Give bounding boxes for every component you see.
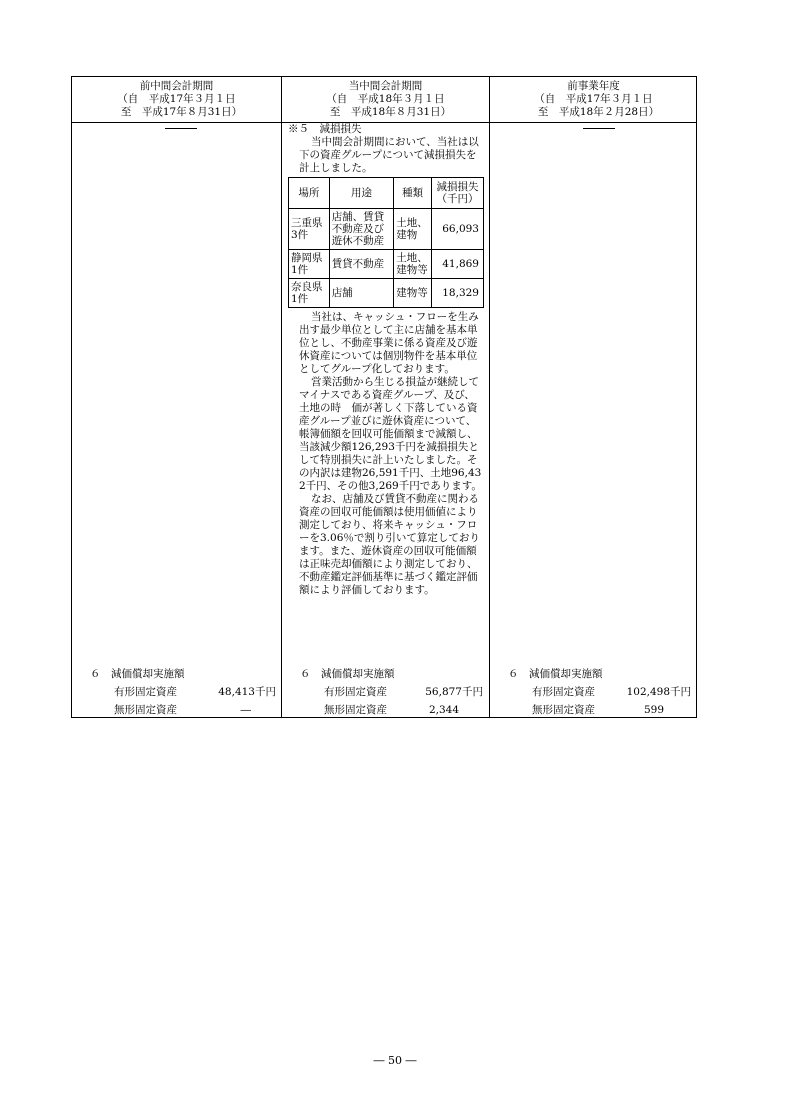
note-title: ※５ 減損損失 bbox=[288, 123, 362, 135]
table-cell-location: 静岡県 1件 bbox=[289, 250, 330, 279]
column-period-from: （自 平成17年３月１日 bbox=[117, 93, 236, 105]
column-title: 前中間会計期間 bbox=[139, 80, 214, 92]
intangible-assets-label: 無形固定資産 bbox=[532, 704, 595, 716]
intangible-assets-value: 2,344 bbox=[428, 704, 459, 716]
column-header-current-interim bbox=[282, 77, 489, 122]
table-row bbox=[289, 209, 484, 250]
page-number: ― 50 ― bbox=[373, 1054, 417, 1067]
intangible-assets-value: 599 bbox=[643, 704, 664, 716]
impairment-loss-note bbox=[288, 123, 484, 597]
note-paragraph: 営業活動から生じる損益が継続してマイナスである資産グループ、及び、土地の時 価が著しく下落している資産グループ並びに遊休資産について、帳簿価額を回収可能価額まで減額し、当該減少額126,293千円を減損損失として特別損失に計上いたしました。その内訳は建物26,591千円、土地96,432千円、その他3,269千円であります。 bbox=[299, 376, 482, 492]
impairment-loss-table bbox=[288, 177, 484, 308]
column-period-to: 至 平成18年２月28日） bbox=[537, 106, 660, 118]
depreciation-heading: ６ 減価償却実施額 bbox=[90, 668, 185, 680]
column-title: 前事業年度 bbox=[567, 80, 620, 92]
table-header-cell: 減損損失 （千円） bbox=[432, 178, 484, 209]
column-period-from: （自 平成17年３月１日 bbox=[534, 93, 653, 105]
table-header-cell: 場所 bbox=[289, 178, 330, 209]
depreciation-block-current-interim bbox=[300, 665, 483, 719]
table-cell-usage: 店舗、賃貸 不動産及び 遊休不動産 bbox=[329, 209, 394, 250]
intangible-assets-label: 無形固定資産 bbox=[324, 704, 387, 716]
depreciation-heading: ６ 減価償却実施額 bbox=[300, 668, 395, 680]
table-cell-amount: 41,869 bbox=[432, 250, 484, 279]
table-header-row bbox=[289, 178, 484, 209]
note-paragraph: 当社は、キャッシュ・フローを生み出す最少単位として主に店舗を基本単位とし、不動産事業に係る資産及び遊休資産については個別物件を基本単位としてグループ化しております。 bbox=[299, 311, 479, 375]
column-header-prior-interim bbox=[72, 77, 281, 122]
intangible-assets-label: 無形固定資産 bbox=[114, 704, 177, 716]
table-cell-amount: 18,329 bbox=[432, 279, 484, 308]
table-cell-type: 建物等 bbox=[394, 279, 432, 308]
table-header-cell: 用途 bbox=[329, 178, 394, 209]
column-divider bbox=[281, 77, 282, 717]
tangible-assets-value: 48,413千円 bbox=[218, 686, 276, 698]
not-applicable-dash bbox=[165, 128, 197, 129]
depreciation-heading: ６ 減価償却実施額 bbox=[508, 668, 603, 680]
tangible-assets-label: 有形固定資産 bbox=[114, 686, 177, 698]
tangible-assets-value: 56,877千円 bbox=[425, 686, 483, 698]
note-intro: 当中間会計期間において、当社は以下の資産グループについて減損損失を計上しました。 bbox=[299, 136, 479, 174]
table-row bbox=[289, 250, 484, 279]
note-paragraph: なお、店舗及び賃貸不動産に関わる資産の回収可能価額は使用価値により測定しており、将来キャッシュ・フローを3.06％で割り引いて算定しております。また、遊休資産の回収可能価額は正味売却価額により測定しており、不動産鑑定評価基準に基づく鑑定評価額により評価しております。 bbox=[299, 493, 480, 596]
column-divider bbox=[489, 77, 490, 717]
column-period-to: 至 平成17年８月31日） bbox=[120, 106, 243, 118]
depreciation-block-prior-fiscal-year bbox=[508, 665, 691, 719]
table-cell-amount: 66,093 bbox=[432, 209, 484, 250]
tangible-assets-label: 有形固定資産 bbox=[324, 686, 387, 698]
tangible-assets-label: 有形固定資産 bbox=[532, 686, 595, 698]
table-cell-type: 土地、 建物等 bbox=[394, 250, 432, 279]
table-cell-type: 土地、 建物 bbox=[394, 209, 432, 250]
intangible-assets-value: ― bbox=[240, 704, 251, 716]
column-period-from: （自 平成18年３月１日 bbox=[326, 93, 445, 105]
table-cell-location: 三重県 3件 bbox=[289, 209, 330, 250]
column-period-to: 至 平成18年８月31日） bbox=[329, 106, 452, 118]
table-cell-usage: 店舗 bbox=[329, 279, 394, 308]
depreciation-block-prior-interim bbox=[90, 665, 276, 719]
column-title: 当中間会計期間 bbox=[348, 80, 423, 92]
table-header-cell: 種類 bbox=[394, 178, 432, 209]
not-applicable-dash bbox=[583, 128, 615, 129]
table-cell-usage: 賃貸不動産 bbox=[329, 250, 394, 279]
column-header-prior-fiscal-year bbox=[490, 77, 697, 122]
tangible-assets-value: 102,498千円 bbox=[626, 686, 691, 698]
table-cell-location: 奈良県 1件 bbox=[289, 279, 330, 308]
table-row bbox=[289, 279, 484, 308]
